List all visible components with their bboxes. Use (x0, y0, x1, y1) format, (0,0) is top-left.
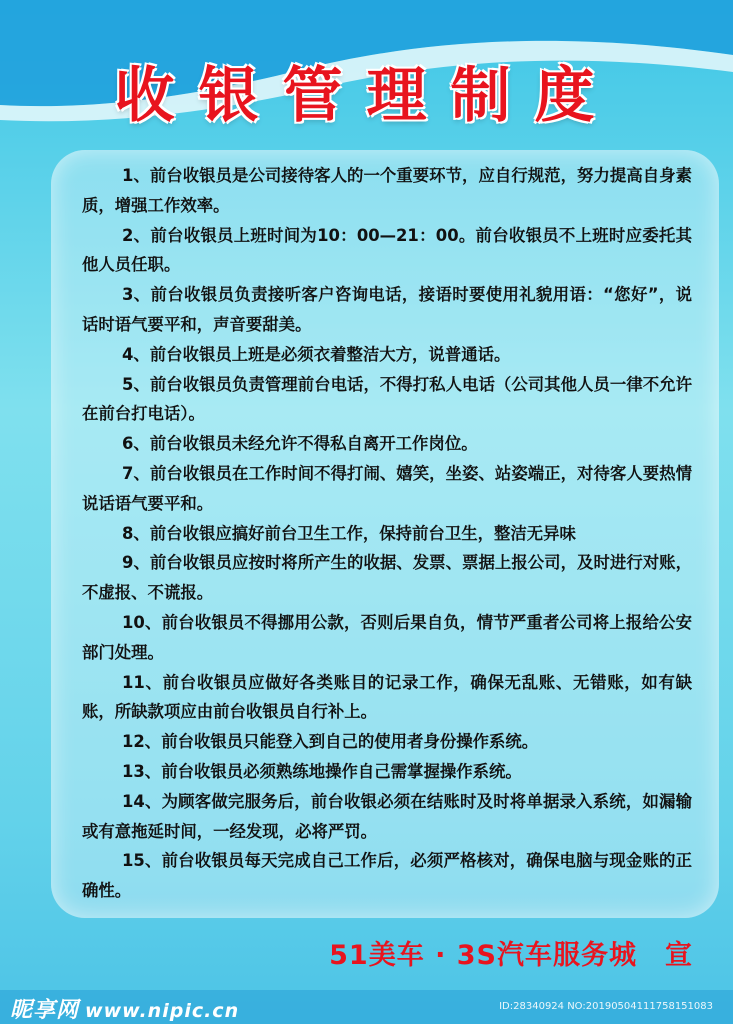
signature: 51美车 · 3S汽车服务城 宣 (329, 940, 693, 971)
rule-item: 13、前台收银员必须熟练地操作自己需掌握操作系统。 (122, 761, 522, 781)
rule-item: 6、前台收银员未经允许不得私自离开工作岗位。 (122, 434, 478, 454)
watermark-logo (10, 993, 239, 1024)
rule-item: 7、前台收银员在工作时间不得打闹、嬉笑，坐姿、站姿端正，对待客人要热情说话语气要平和。 (82, 463, 692, 513)
rule-item: 1、前台收银员是公司接待客人的一个重要环节，应自行规范，努力提高自身素质，增强工作效率。 (82, 166, 692, 215)
rule-item: 8、前台收银应搞好前台卫生工作，保持前台卫生，整洁无异味 (122, 523, 576, 543)
rule-item: 14、为顾客做完服务后，前台收银必须在结账时及时将单据录入系统，如漏输或有意拖延时间，一经发现，必将严罚。 (82, 791, 692, 841)
rule-item: 4、前台收银员上班是必须衣着整洁大方，说普通话。 (122, 344, 511, 364)
rule-item: 9、前台收银员应按时将所产生的收据、发票、票据上报公司，及时进行对账，不虚报、不谎报。 (82, 553, 692, 603)
watermark-logo-text: 昵享网 (10, 998, 80, 1023)
rule-item: 3、前台收银员负责接听客户咨询电话，接语时要使用礼貌用语：“您好”，说话时语气要平和，声音要甜美。 (82, 285, 692, 334)
rule-item: 12、前台收银员只能登入到自己的使用者身份操作系统。 (122, 732, 539, 752)
rule-item: 10、前台收银员不得挪用公款，否则后果自负，情节严重者公司将上报给公安部门处理。 (82, 612, 692, 662)
rule-item: 5、前台收银员负责管理前台电话，不得打私人电话（公司其他人员一律不允许在前台打电话）。 (82, 374, 692, 424)
watermark-url: www.nipic.cn (85, 1000, 240, 1022)
rule-item: 15、前台收银员每天完成自己工作后，必须严格核对，确保电脑与现金账的正确性。 (82, 851, 692, 901)
rules-list (82, 161, 692, 906)
watermark-id: ID:28340924 NO:20190504111758151083 (499, 1001, 713, 1012)
rule-item: 2、前台收银员上班时间为10：00—21：00。前台收银员不上班时应委托其他人员任职。 (82, 225, 692, 275)
page-title: 收银管理制度 (114, 61, 619, 131)
watermark-bar (0, 990, 733, 1024)
rule-item: 11、前台收银员应做好各类账目的记录工作，确保无乱账、无错账，如有缺账，所缺款项应由前台收银员自行补上。 (82, 672, 692, 722)
